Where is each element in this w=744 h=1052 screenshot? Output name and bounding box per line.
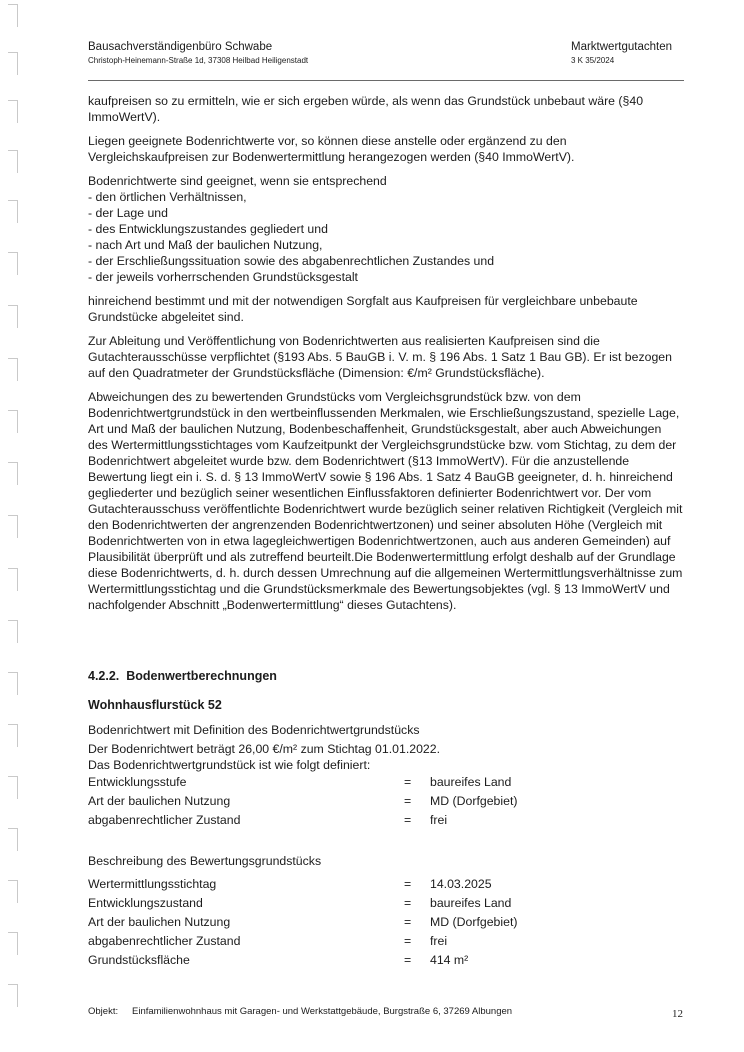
row-equals: = (404, 952, 412, 967)
binder-hole (8, 724, 18, 747)
section-heading: 4.2.2. Bodenwertberechnungen (88, 669, 277, 683)
row-equals: = (404, 895, 412, 910)
binder-hole (8, 828, 18, 851)
row-key: Art der baulichen Nutzung (88, 793, 231, 808)
brw-row (88, 812, 668, 831)
binder-hole (8, 672, 18, 695)
binder-hole (8, 932, 18, 955)
row-value: 414 m² (430, 952, 469, 967)
bodenrichtwert-block (88, 722, 668, 831)
header-left (88, 40, 308, 67)
row-key: abgabenrechtlicher Zustand (88, 812, 241, 827)
paragraph: kaufpreisen so zu ermitteln, wie er sich ergeben würde, als wenn das Grundstück unbebaut wäre (§40 ImmoWertV). (88, 94, 644, 124)
binder-hole (8, 252, 18, 275)
footer-object-text: Einfamilienwohnhaus mit Garagen- und Werkstattgebäude, Burgstraße 6, 37269 Albungen (132, 1006, 513, 1017)
row-value: MD (Dorfgebiet) (430, 793, 518, 808)
row-key: Entwicklungsstufe (88, 774, 187, 789)
list-intro: Bodenrichtwerte sind geeignet, wenn sie entsprechend (88, 174, 387, 188)
document-type: Marktwertgutachten (571, 41, 672, 53)
brw-row (88, 793, 668, 812)
binder-hole (8, 776, 18, 799)
list-item: - des Entwicklungszustandes gegliedert und (88, 222, 328, 236)
row-value: MD (Dorfgebiet) (430, 914, 518, 929)
page-footer (88, 1006, 684, 1017)
body-text (88, 93, 684, 621)
object-row (88, 914, 668, 933)
binder-holes (4, 0, 24, 1052)
row-key: Wertermittlungsstichtag (88, 876, 217, 891)
object-row (88, 933, 668, 952)
row-equals: = (404, 774, 412, 789)
row-value: frei (430, 812, 448, 827)
office-name: Bausachverständigenbüro Schwabe (88, 41, 273, 53)
binder-hole (8, 200, 18, 223)
brw-definition-line: Das Bodenrichtwertgrundstück ist wie folgt definiert: (88, 758, 371, 772)
paragraph: Liegen geeignete Bodenrichtwerte vor, so können diese anstelle oder ergänzend zu den Vergleichskaufpreisen zur Bodenwertermittlung herangezogen werden (§40 ImmoWertV). (88, 134, 575, 164)
binder-hole (8, 150, 18, 173)
object-heading: Beschreibung des Bewertungsgrundstücks (88, 854, 322, 868)
binder-hole (8, 880, 18, 903)
office-address: Christoph-Heinemann-Straße 1d, 37308 Heilbad Heiligenstadt (88, 56, 309, 65)
list-item: - der Erschließungssituation sowie des abgabenrechtlichen Zustandes und (88, 254, 495, 268)
header-divider (88, 80, 684, 81)
object-row (88, 876, 668, 895)
binder-hole (8, 462, 18, 485)
row-value: baureifes Land (430, 774, 512, 789)
binder-hole (8, 984, 18, 1007)
row-equals: = (404, 812, 412, 827)
binder-hole (8, 358, 18, 381)
row-value: baureifes Land (430, 895, 512, 910)
brw-row (88, 774, 668, 793)
paragraph: Zur Ableitung und Veröffentlichung von Bodenrichtwerten aus realisierten Kaufpreisen sind die Gutachterausschüsse verpflichtet (§193 Abs. 5 BauGB i. V. m. § 196 Abs. 1 Satz 1 Bau GB). Er ist bezogen auf den Quadratmeter der Grundstücksfläche (Dimension: €/m² Grundstücksfläche). (88, 334, 672, 380)
object-row (88, 952, 668, 971)
brw-value-line: Der Bodenrichtwert beträgt 26,00 €/m² zum Stichtag 01.01.2022. (88, 741, 441, 756)
footer-label: Objekt: (88, 1006, 119, 1017)
row-key: Grundstücksfläche (88, 952, 190, 967)
criteria-list (88, 173, 684, 285)
binder-hole (8, 4, 18, 27)
bewertungsgrundstueck-block (88, 853, 668, 971)
file-number: 3 K 35/2024 (571, 56, 615, 65)
row-value: 14.03.2025 (430, 876, 492, 891)
header-right (571, 40, 672, 67)
row-key: Art der baulichen Nutzung (88, 914, 231, 929)
row-key: Entwicklungszustand (88, 895, 203, 910)
binder-hole (8, 100, 18, 123)
paragraph: hinreichend bestimmt und mit der notwendigen Sorgfalt aus Kaufpreisen für vergleichbare unbebaute Grundstücke abgeleitet sind. (88, 294, 638, 324)
binder-hole (8, 410, 18, 433)
row-equals: = (404, 933, 412, 948)
subsection-heading: Wohnhausflurstück 52 (88, 698, 222, 712)
list-item: - der Lage und (88, 206, 168, 220)
binder-hole (8, 568, 18, 591)
binder-hole (8, 515, 18, 538)
row-value: frei (430, 933, 448, 948)
object-row (88, 895, 668, 914)
list-item: - nach Art und Maß der baulichen Nutzung, (88, 238, 323, 252)
binder-hole (8, 620, 18, 643)
list-item: - den örtlichen Verhältnissen, (88, 190, 247, 204)
row-key: abgabenrechtlicher Zustand (88, 933, 241, 948)
binder-hole (8, 52, 18, 75)
row-equals: = (404, 914, 412, 929)
row-equals: = (404, 793, 412, 808)
paragraph: Abweichungen des zu bewertenden Grundstücks vom Vergleichsgrundstück bzw. von dem Bodenrichtwertgrundstück in den wertbeinflussenden Merkmalen, wie Erschließungszustand, spezielle Lage, Art und Maß der baulichen Nutzung, Bodenbeschaffenheit, Grundstücksgestalt, aber auch Abweichungen des Wertermittlungsstichtages vom Kaufzeitpunkt der Vergleichsgrundstücke bzw. vom Stichtag, zu dem der Bodenrichtwert abgeleitet wurde bzw. dem Bodenrichtwert (§13 ImmoWertV). Für die anzustellende Bewertung liegt ein i. S. d. § 13 ImmoWertV sowie § 196 Abs. 1 Satz 4 BauGB geeigneter, d. h. hinreichend gegliederter und bezüglich seiner wesentlichen Einflussfaktoren definierter Bodenrichtwert vor. Der vom Gutachterausschuss veröffentlichte Bodenrichtwert wurde bezüglich seiner relativen Richtigkeit (Vergleich mit den Bodenrichtwerten der angrenzenden Bodenrichtwertzonen) und seiner absoluten Höhe (Vergleich mit Bodenrichtwerten von in etwa lagegleichwertigen Bodenrichtwertzonen, auch aus anderen Gemeinden) auf Plausibilität überprüft und als zutreffend beurteilt.Die Bodenwertermittlung erfolgt deshalb auf der Grundlage diese Bodenrichtwerts, d. h. durch dessen Umrechnung auf die allgemeinen Wertermittlungsverhältnisse zum Wertermittlungsstichtag und die Grundstücksmerkmale des Bewertungsobjektes (vgl. § 13 ImmoWertV und nachfolgender Abschnitt „Bodenwertermittlung“ dieses Gutachtens). (88, 390, 683, 612)
binder-hole (8, 305, 18, 328)
brw-heading: Bodenrichtwert mit Definition des Bodenrichtwertgrundstücks (88, 723, 420, 737)
list-item: - der jeweils vorherrschenden Grundstücksgestalt (88, 270, 358, 284)
page-number: 12 (672, 1008, 683, 1020)
row-equals: = (404, 876, 412, 891)
